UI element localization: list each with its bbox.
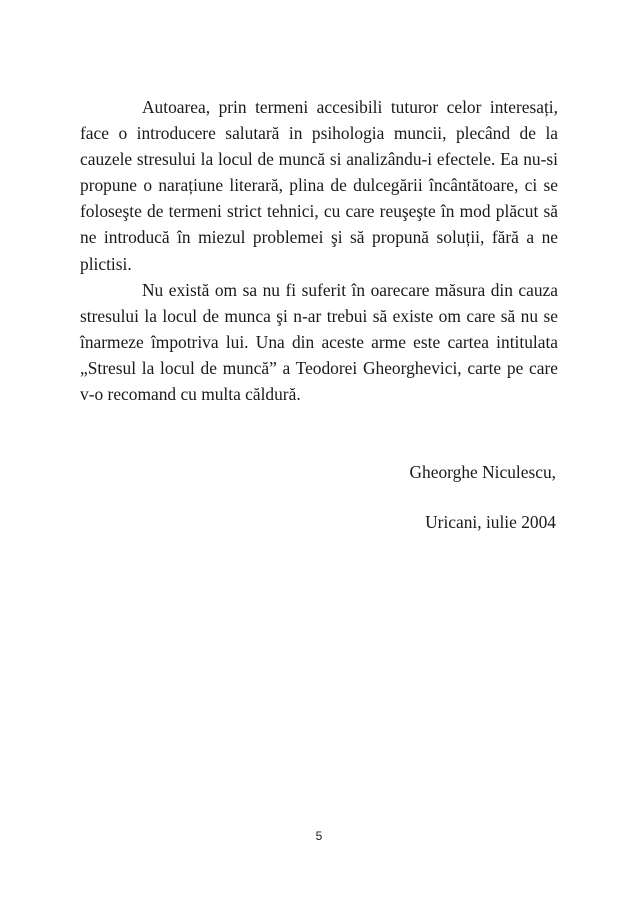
body-text xyxy=(80,94,558,407)
signature-name: Gheorghe Niculescu, xyxy=(409,462,556,482)
page-number: 5 xyxy=(315,829,323,843)
signature-place-date: Uricani, iulie 2004 xyxy=(425,512,556,532)
paragraph-1: Autoarea, prin termeni accesibili tuturor celor interesați, face o introducere salutară in psihologia muncii, plecând de la cauzele stresului la locul de muncă si analizându-i efectele. Ea nu-si propune o narațiune literară, plina de dulcegării încântătoare, ci se foloseşte de termeni strict tehnici, cu care reuşeşte în mod plăcut să ne introducă în miezul problemei şi să propună soluții, fără a ne plictisi. xyxy=(80,97,558,274)
paragraph-2: Nu există om sa nu fi suferit în oarecare măsura din cauza stresului la locul de munca şi n-ar trebui să existe om care să nu se înarmeze împotriva lui. Una din aceste arme este cartea intitulata „Stresul la locul de muncă” a Teodorei Gheorghevici, carte pe care v-o recomand cu multa căldură. xyxy=(80,279,558,405)
